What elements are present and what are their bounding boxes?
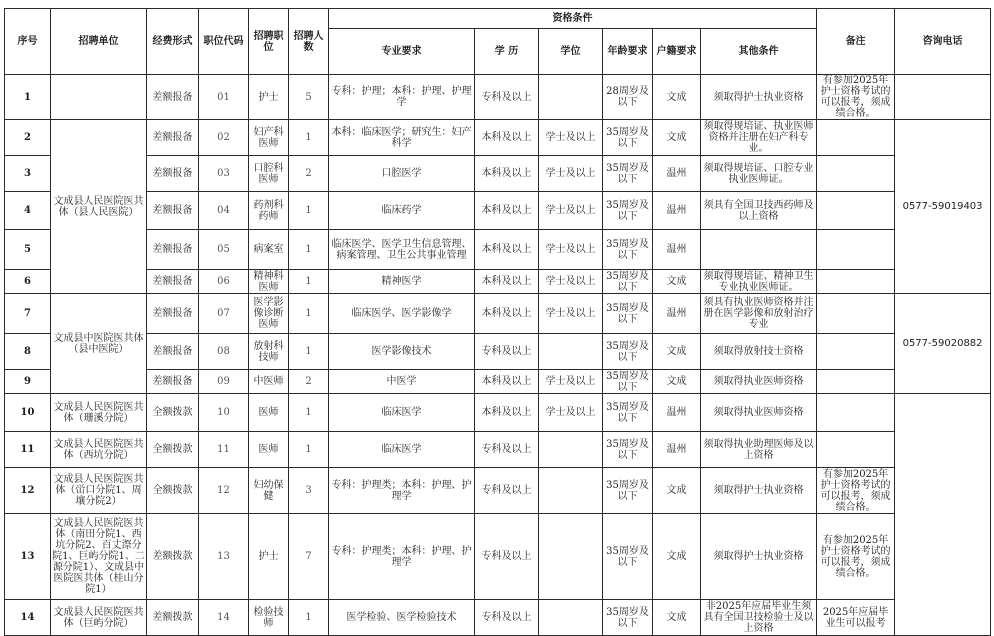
row-household: 文成 [653, 468, 701, 514]
row-major: 临床医学、医学卫生信息管理、病案管理、卫生公共事业管理 [329, 230, 475, 270]
row-unit: 文成县人民医院医共体（巨屿分院） [51, 600, 147, 636]
header-seq: 序号 [5, 9, 51, 75]
row-other: 须取得规培证、执业医师资格并注册在妇产科专业。 [701, 120, 817, 156]
header-education: 学 历 [475, 29, 539, 75]
row-code: 01 [199, 75, 249, 120]
row-other: 须取得护士执业资格 [701, 75, 817, 120]
row-remark [817, 230, 895, 270]
row-degree: 学士及以上 [539, 294, 603, 334]
header-remark: 备注 [817, 9, 895, 75]
row-code: 14 [199, 600, 249, 636]
row-education: 专科及以上 [475, 514, 539, 600]
row-remark [817, 192, 895, 230]
table-row [5, 514, 991, 600]
row-remark [817, 394, 895, 432]
row-degree: 学士及以上 [539, 120, 603, 156]
row-other: 须取得规培证、精神卫生专业执业医师证。 [701, 270, 817, 294]
row-remark [817, 294, 895, 334]
row-count: 1 [289, 294, 329, 334]
row-age: 35周岁及以下 [603, 156, 653, 192]
row-remark [817, 270, 895, 294]
header-funding: 经费形式 [147, 9, 199, 75]
row-code: 02 [199, 120, 249, 156]
row-major: 口腔医学 [329, 156, 475, 192]
row-funding: 差额报备 [147, 370, 199, 394]
row-household: 文成 [653, 270, 701, 294]
row-education: 本科及以上 [475, 294, 539, 334]
table-row [5, 75, 991, 120]
row-unit: 文成县人民医院医共体（县人民医院） [51, 120, 147, 294]
row-household: 文成 [653, 370, 701, 394]
row-age: 35周岁及以下 [603, 270, 653, 294]
table-row [5, 394, 991, 432]
row-position: 病案室 [249, 230, 289, 270]
row-degree [539, 75, 603, 120]
header-household: 户籍要求 [653, 29, 701, 75]
row-other: 须具有执业医师资格并注册在医学影像和放射治疗专业 [701, 294, 817, 334]
row-code: 13 [199, 514, 249, 600]
row-education: 专科及以上 [475, 600, 539, 636]
row-phone: 0577-59019403 [895, 120, 991, 294]
row-funding: 差额报备 [147, 75, 199, 120]
row-remark [817, 370, 895, 394]
row-position: 口腔科医师 [249, 156, 289, 192]
row-count: 1 [289, 120, 329, 156]
table-row [5, 120, 991, 156]
table-row [5, 230, 991, 270]
header-degree: 学位 [539, 29, 603, 75]
row-other: 非2025年应届毕业生须具有全国卫技检验士及以上资格 [701, 600, 817, 636]
row-remark: 有参加2025年护士资格考试的可以报考，须成绩合格。 [817, 514, 895, 600]
row-position: 精神科医师 [249, 270, 289, 294]
row-age: 35周岁及以下 [603, 334, 653, 370]
table-row [5, 156, 991, 192]
row-degree [539, 514, 603, 600]
row-other [701, 230, 817, 270]
row-degree [539, 468, 603, 514]
row-degree: 学士及以上 [539, 270, 603, 294]
row-other: 须取得规培证、口腔专业执业医师证。 [701, 156, 817, 192]
row-count: 5 [289, 75, 329, 120]
row-position: 检验技师 [249, 600, 289, 636]
row-other: 须取得执业助理医师及以上资格 [701, 432, 817, 468]
table-row [5, 334, 991, 370]
row-household: 温州 [653, 394, 701, 432]
row-count: 1 [289, 394, 329, 432]
row-count: 1 [289, 230, 329, 270]
row-age: 35周岁及以下 [603, 120, 653, 156]
row-funding: 全额拨款 [147, 468, 199, 514]
row-funding: 差额拨款 [147, 514, 199, 600]
row-education: 本科及以上 [475, 156, 539, 192]
row-count: 7 [289, 514, 329, 600]
row-position: 护士 [249, 514, 289, 600]
row-major: 专科：护理类；本科：护理、护理学 [329, 468, 475, 514]
table-row [5, 294, 991, 334]
row-age: 35周岁及以下 [603, 468, 653, 514]
row-major: 专科：护理；本科：护理、护理学 [329, 75, 475, 120]
row-major: 临床药学 [329, 192, 475, 230]
row-funding: 差额报备 [147, 294, 199, 334]
row-count: 1 [289, 432, 329, 468]
row-age: 35周岁及以下 [603, 514, 653, 600]
row-count: 1 [289, 600, 329, 636]
row-funding: 差额拨款 [147, 600, 199, 636]
row-position: 医学影像诊断医师 [249, 294, 289, 334]
row-major: 临床医学 [329, 394, 475, 432]
row-seq: 12 [5, 468, 51, 514]
row-count: 1 [289, 192, 329, 230]
row-major: 本科：临床医学；研究生：妇产科学 [329, 120, 475, 156]
row-seq: 14 [5, 600, 51, 636]
row-unit: 文成县中医院医共体（县中医院） [51, 294, 147, 394]
row-education: 本科及以上 [475, 192, 539, 230]
row-other: 须具有全国卫技西药师及以上资格 [701, 192, 817, 230]
row-household: 文成 [653, 120, 701, 156]
row-degree: 学士及以上 [539, 192, 603, 230]
row-count: 2 [289, 156, 329, 192]
header-age: 年龄要求 [603, 29, 653, 75]
header-phone: 咨询电话 [895, 9, 991, 75]
row-count: 1 [289, 334, 329, 370]
row-remark [817, 156, 895, 192]
row-remark [817, 432, 895, 468]
row-household: 文成 [653, 75, 701, 120]
row-major: 精神医学 [329, 270, 475, 294]
row-position: 医师 [249, 432, 289, 468]
row-position: 护士 [249, 75, 289, 120]
table-row [5, 600, 991, 636]
row-household: 文成 [653, 514, 701, 600]
row-age: 35周岁及以下 [603, 230, 653, 270]
row-age: 35周岁及以下 [603, 394, 653, 432]
row-education: 专科及以上 [475, 75, 539, 120]
row-other: 须取得护士执业资格 [701, 514, 817, 600]
row-funding: 全额拨款 [147, 394, 199, 432]
header-major: 专业要求 [329, 29, 475, 75]
row-position: 药剂科药师 [249, 192, 289, 230]
header-count: 招聘人数 [289, 9, 329, 75]
row-degree [539, 432, 603, 468]
row-education: 本科及以上 [475, 230, 539, 270]
row-education: 本科及以上 [475, 270, 539, 294]
row-major: 医学影像技术 [329, 334, 475, 370]
row-funding: 差额报备 [147, 120, 199, 156]
row-degree: 学士及以上 [539, 230, 603, 270]
row-age: 28周岁及以下 [603, 75, 653, 120]
row-funding: 差额报备 [147, 334, 199, 370]
row-education: 本科及以上 [475, 370, 539, 394]
row-age: 35周岁及以下 [603, 600, 653, 636]
row-remark [817, 334, 895, 370]
row-code: 09 [199, 370, 249, 394]
row-funding: 差额报备 [147, 230, 199, 270]
row-phone-empty [895, 394, 991, 636]
row-major: 临床医学 [329, 432, 475, 468]
row-seq: 4 [5, 192, 51, 230]
row-household: 文成 [653, 600, 701, 636]
row-unit: 文成县人民医院医共体（南田分院1、西坑分院2、百丈漈分院1、巨屿分院1、二源分院1）、文成县中医院医共体（桂山分院1） [51, 514, 147, 600]
row-household: 温州 [653, 432, 701, 468]
row-other: 须取得放射技士资格 [701, 334, 817, 370]
row-unit-empty [51, 75, 147, 120]
row-position: 放射科技师 [249, 334, 289, 370]
row-seq: 8 [5, 334, 51, 370]
header-code: 职位代码 [199, 9, 249, 75]
row-seq: 13 [5, 514, 51, 600]
row-seq: 2 [5, 120, 51, 156]
table-row [5, 432, 991, 468]
row-education: 本科及以上 [475, 394, 539, 432]
row-education: 专科及以上 [475, 432, 539, 468]
row-code: 10 [199, 394, 249, 432]
row-other: 须取得执业医师资格 [701, 370, 817, 394]
row-code: 11 [199, 432, 249, 468]
row-position: 妇幼保健 [249, 468, 289, 514]
row-major: 医学检验、医学检验技术 [329, 600, 475, 636]
row-household: 温州 [653, 192, 701, 230]
row-household: 温州 [653, 156, 701, 192]
row-degree: 学士及以上 [539, 394, 603, 432]
row-seq: 11 [5, 432, 51, 468]
row-degree: 学士及以上 [539, 370, 603, 394]
row-code: 06 [199, 270, 249, 294]
row-count: 2 [289, 370, 329, 394]
row-remark [817, 120, 895, 156]
row-seq: 6 [5, 270, 51, 294]
header-other: 其他条件 [701, 29, 817, 75]
row-seq: 3 [5, 156, 51, 192]
row-degree [539, 334, 603, 370]
row-age: 35周岁及以下 [603, 370, 653, 394]
row-household: 温州 [653, 294, 701, 334]
header-qualifications: 资格条件 [329, 9, 817, 29]
row-remark: 有参加2025年护士资格考试的可以报考，须成绩合格。 [817, 468, 895, 514]
row-phone: 0577-59020882 [895, 294, 991, 394]
row-remark: 2025年应届毕业生可以报考 [817, 600, 895, 636]
row-seq: 1 [5, 75, 51, 120]
row-unit: 文成县人民医院医共体（珊溪分院） [51, 394, 147, 432]
row-funding: 全额拨款 [147, 432, 199, 468]
row-education: 本科及以上 [475, 120, 539, 156]
row-count: 1 [289, 270, 329, 294]
row-seq: 7 [5, 294, 51, 334]
recruitment-table [4, 8, 991, 636]
row-position: 中医师 [249, 370, 289, 394]
row-count: 3 [289, 468, 329, 514]
row-unit: 文成县人民医院医共体（峃口分院1、周壤分院2） [51, 468, 147, 514]
row-household: 文成 [653, 334, 701, 370]
row-phone-empty [895, 75, 991, 120]
row-position: 医师 [249, 394, 289, 432]
row-seq: 9 [5, 370, 51, 394]
row-code: 05 [199, 230, 249, 270]
row-code: 07 [199, 294, 249, 334]
table-row [5, 192, 991, 230]
table-row [5, 370, 991, 394]
row-remark: 有参加2025年护士资格考试的可以报考，须成绩合格。 [817, 75, 895, 120]
header-position: 招聘职位 [249, 9, 289, 75]
row-position: 妇产科医师 [249, 120, 289, 156]
row-education: 专科及以上 [475, 334, 539, 370]
table-row [5, 270, 991, 294]
row-code: 12 [199, 468, 249, 514]
header-unit: 招聘单位 [51, 9, 147, 75]
row-age: 35周岁及以下 [603, 192, 653, 230]
table-row [5, 468, 991, 514]
row-code: 04 [199, 192, 249, 230]
row-seq: 5 [5, 230, 51, 270]
row-degree [539, 600, 603, 636]
row-age: 35周岁及以下 [603, 294, 653, 334]
row-major: 临床医学、医学影像学 [329, 294, 475, 334]
row-code: 03 [199, 156, 249, 192]
row-code: 08 [199, 334, 249, 370]
row-seq: 10 [5, 394, 51, 432]
row-funding: 差额报备 [147, 270, 199, 294]
row-household: 温州 [653, 230, 701, 270]
row-other: 须取得执业医师资格 [701, 394, 817, 432]
row-funding: 差额报备 [147, 156, 199, 192]
row-age: 35周岁及以下 [603, 432, 653, 468]
row-unit: 文成县人民医院医共体（西坑分院） [51, 432, 147, 468]
row-major: 专科：护理类；本科：护理、护理学 [329, 514, 475, 600]
row-degree: 学士及以上 [539, 156, 603, 192]
row-funding: 差额报备 [147, 192, 199, 230]
row-education: 专科及以上 [475, 468, 539, 514]
row-major: 中医学 [329, 370, 475, 394]
row-other: 须取得护士执业资格 [701, 468, 817, 514]
